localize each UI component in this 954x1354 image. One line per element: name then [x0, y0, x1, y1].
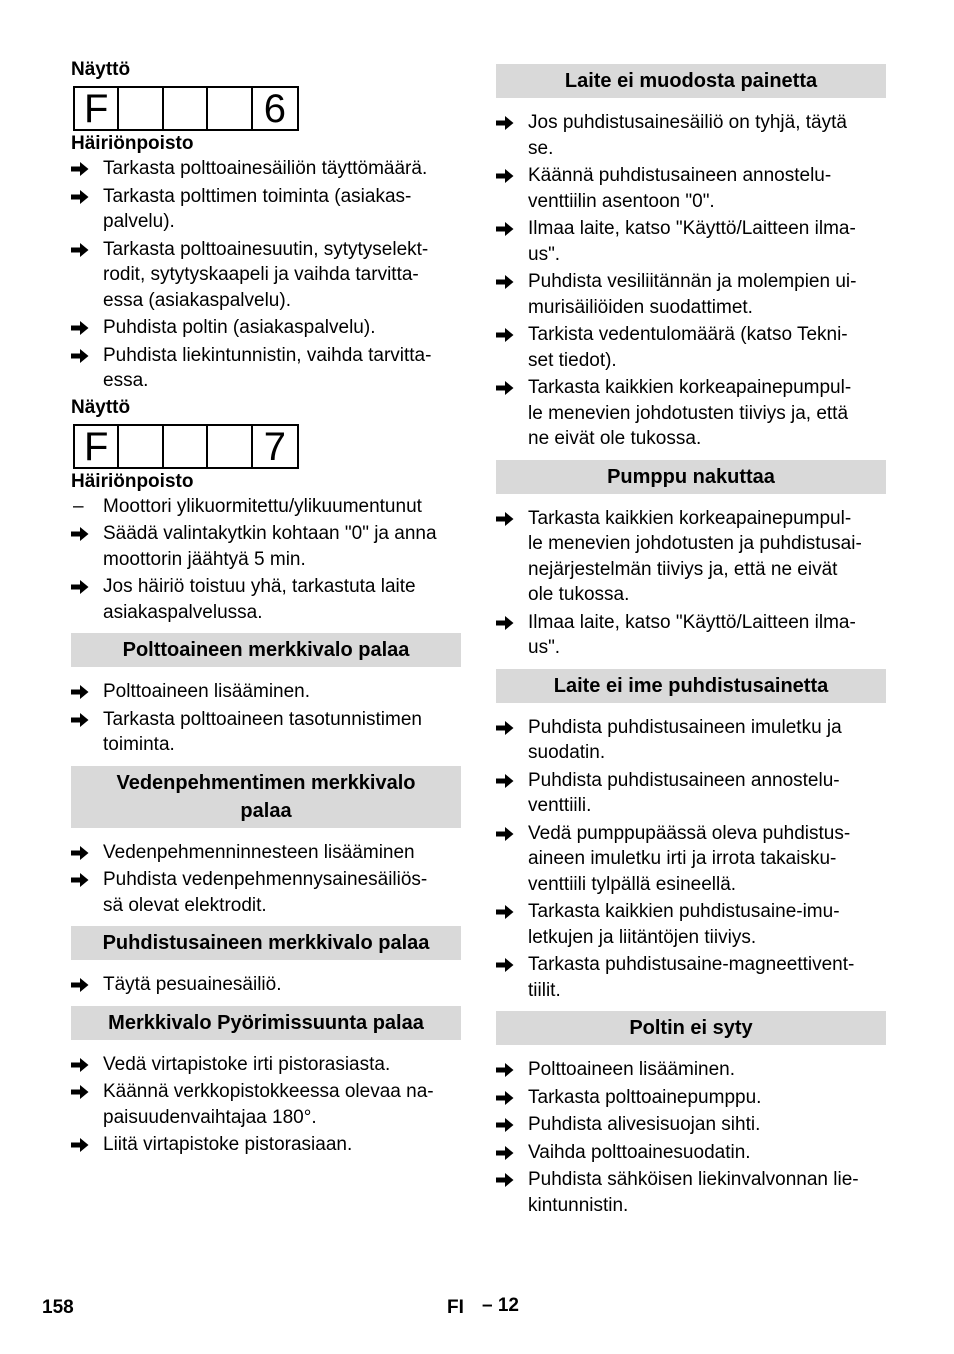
right-arrow-icon: [496, 1167, 522, 1188]
right-arrow-icon: [496, 506, 522, 527]
list-item: [496, 216, 886, 267]
right-arrow-icon: [496, 821, 522, 842]
list-item-text: Tarkista vedentulomäärä (katso Tekni- set tiedot).: [528, 324, 848, 371]
list-item: [71, 184, 461, 235]
right-arrow-icon: [71, 343, 97, 364]
section-list: [71, 679, 461, 758]
section-heading: Pumppu nakuttaa: [496, 460, 886, 494]
dash-icon: –: [73, 495, 84, 517]
right-arrow-icon: [71, 707, 97, 728]
list-item-text: Puhdista sähköisen liekinvalvonnan lie- kintunnistin.: [528, 1169, 859, 1216]
list-item: [496, 899, 886, 950]
list-item: [496, 610, 886, 661]
display-cell: [208, 88, 252, 129]
section-list: [496, 715, 886, 1004]
list-item-text: Tarkasta polttoainesuutin, sytytyselekt- rodit, sytytyskaapeli ja vaihda tarvitta- essa (asiakaspalvelu).: [103, 238, 429, 311]
right-sections: [496, 64, 886, 1218]
list-item-text: Jos puhdistusainesäiliö on tyhjä, täytä se.: [528, 112, 847, 159]
section-heading: Poltin ei syty: [496, 1011, 886, 1045]
list-item: [496, 110, 886, 161]
list-item: [71, 707, 461, 758]
list-item: [496, 506, 886, 608]
section-heading: Merkkivalo Pyörimissuunta palaa: [71, 1006, 461, 1040]
display-cell: F: [75, 426, 119, 467]
right-arrow-icon: [496, 375, 522, 396]
display-cell: [119, 88, 163, 129]
troubleshoot-list: [71, 494, 461, 626]
list-item: [71, 315, 461, 341]
right-arrow-icon: [496, 1140, 522, 1161]
right-arrow-icon: [496, 163, 522, 184]
list-item: [496, 1057, 886, 1083]
list-item: [71, 574, 461, 625]
section-heading: Polttoaineen merkkivalo palaa: [71, 633, 461, 667]
list-item-text: Tarkasta puhdistusaine-magneettivent- tiilit.: [528, 954, 855, 1001]
list-item-text: Puhdista puhdistusaineen imuletku ja suodatin.: [528, 716, 842, 763]
right-arrow-icon: [496, 269, 522, 290]
section-list: [71, 972, 461, 998]
display-cell: [119, 426, 163, 467]
list-item-text: Vedenpehmenninnesteen lisääminen: [103, 841, 415, 863]
section-list: [496, 1057, 886, 1218]
right-arrow-icon: [71, 237, 97, 258]
display-label: Näyttö: [71, 59, 131, 80]
right-arrow-icon: [496, 110, 522, 131]
right-arrow-icon: [496, 715, 522, 736]
list-item-text: Tarkasta polttoainepumppu.: [528, 1086, 762, 1108]
list-item-text: Tarkasta kaikkien korkeapainepumpul- le menevien johdotusten ja puhdistusai- nejärjestelmän tiiviys ja, että ne eivät ole tukossa.: [528, 507, 862, 605]
right-arrow-icon: [496, 322, 522, 343]
list-item: [71, 679, 461, 705]
display-cell: [208, 426, 252, 467]
right-arrow-icon: [71, 156, 97, 177]
display-cell: 7: [263, 424, 286, 469]
list-item: [71, 521, 461, 572]
troubleshoot-label: Häiriönpoisto: [71, 470, 194, 492]
section-heading: Laite ei muodosta painetta: [496, 64, 886, 98]
section-heading: Laite ei ime puhdistusainetta: [496, 669, 886, 703]
right-arrow-icon: [71, 521, 97, 542]
list-item: [496, 269, 886, 320]
list-item: [71, 1132, 461, 1158]
section-heading: Vedenpehmentimen merkkivalo palaa: [71, 766, 461, 828]
list-item: [496, 952, 886, 1003]
right-arrow-icon: [71, 1079, 97, 1100]
list-item-text: Puhdista vesiliitännän ja molempien ui- murisäiliöiden suodattimet.: [528, 271, 857, 318]
list-item: [496, 821, 886, 898]
list-item-text: Puhdista poltin (asiakaspalvelu).: [103, 317, 376, 338]
list-item: [496, 715, 886, 766]
list-item: [496, 163, 886, 214]
right-arrow-icon: [71, 867, 97, 888]
right-arrow-icon: [71, 574, 97, 595]
list-item-text: Tarkasta polttoaineen tasotunnistimen toiminta.: [103, 708, 422, 755]
list-item-text: Puhdista liekintunnistin, vaihda tarvitta- essa.: [103, 344, 432, 391]
right-arrow-icon: [71, 840, 97, 861]
list-item-text: Puhdista puhdistusaineen annostelu- venttiili.: [528, 769, 840, 816]
language-code: FI: [447, 1297, 464, 1318]
list-item: [71, 237, 461, 314]
right-arrow-icon: [496, 1057, 522, 1078]
list-item-text: Tarkasta polttoainesäiliön täyttömäärä.: [103, 158, 428, 179]
section-list: [71, 1052, 461, 1158]
list-item-text: Vaihda polttoainesuodatin.: [528, 1141, 751, 1163]
display-label: Näyttö: [71, 396, 131, 418]
error-display-f6: [73, 86, 299, 131]
list-item: [71, 972, 461, 998]
list-item-text: Käännä verkkopistokkeessa olevaa na- paisuudenvaihtajaa 180°.: [103, 1081, 434, 1128]
list-item: [71, 1052, 461, 1078]
list-item-text: Tarkasta kaikkien puhdistusaine-imu- letkujen ja liitäntöjen tiiviys.: [528, 901, 840, 948]
list-item-text: Vedä pumppupäässä oleva puhdistus- aineen imuletku irti ja irrota takaisku- venttiili tylpällä esineellä.: [528, 822, 851, 895]
list-item: [496, 1140, 886, 1166]
list-item-text: Vedä virtapistoke irti pistorasiasta.: [103, 1053, 391, 1075]
right-arrow-icon: [71, 679, 97, 700]
right-arrow-icon: [496, 1085, 522, 1106]
section-list: [71, 840, 461, 919]
right-column: [496, 64, 886, 1220]
error-display-f7: [73, 424, 299, 469]
list-item-text: Ilmaa laite, katso "Käyttö/Laitteen ilma- us".: [528, 611, 856, 658]
right-arrow-icon: [496, 1112, 522, 1133]
right-arrow-icon: [71, 315, 97, 336]
list-item: [496, 1112, 886, 1138]
list-item: [71, 1079, 461, 1130]
list-item-text: Moottori ylikuormitettu/ylikuumentunut: [103, 495, 422, 517]
list-item: [71, 840, 461, 866]
section-page-number: – 12: [482, 1295, 519, 1316]
list-item-text: Polttoaineen lisääminen.: [103, 681, 311, 702]
list-item-text: Säädä valintakytkin kohtaan "0" ja anna moottorin jäähtyä 5 min.: [103, 523, 437, 570]
list-item: [496, 322, 886, 373]
list-item: [496, 1167, 886, 1218]
display-cell: [164, 426, 208, 467]
section-heading: Puhdistusaineen merkkivalo palaa: [71, 926, 461, 960]
list-item-text: Tarkasta kaikkien korkeapainepumpul- le menevien johdotusten tiiviys ja, että ne eivät ole tukossa.: [528, 377, 852, 449]
troubleshoot-label: Häiriönpoisto: [71, 133, 194, 154]
list-item-text: Täytä pesuainesäiliö.: [103, 974, 282, 995]
right-arrow-icon: [496, 768, 522, 789]
display-cell: F: [75, 88, 119, 129]
list-item: [71, 343, 461, 394]
list-item-text: Liitä virtapistoke pistorasiaan.: [103, 1134, 353, 1155]
page-number: 158: [42, 1297, 74, 1318]
section-list: [496, 110, 886, 452]
right-arrow-icon: [496, 216, 522, 237]
list-item: [496, 768, 886, 819]
list-item: [496, 375, 886, 452]
display-cell: 6: [263, 87, 286, 131]
list-item-text: Ilmaa laite, katso "Käyttö/Laitteen ilma- us".: [528, 218, 856, 265]
list-item-text: Polttoaineen lisääminen.: [528, 1059, 736, 1080]
list-item-text: Käännä puhdistusaineen annostelu- venttiilin asentoon "0".: [528, 165, 832, 212]
right-arrow-icon: [496, 610, 522, 631]
right-arrow-icon: [71, 972, 97, 993]
list-item-text: Tarkasta polttimen toiminta (asiakas- palvelu).: [103, 185, 412, 232]
list-item: [71, 494, 461, 520]
troubleshoot-list: [71, 156, 461, 394]
right-arrow-icon: [71, 184, 97, 205]
list-item-text: Jos häiriö toistuu yhä, tarkastuta laite asiakaspalvelussa.: [103, 576, 416, 623]
list-item: [71, 156, 461, 182]
list-item-text: Puhdista alivesisuojan sihti.: [528, 1114, 761, 1135]
list-item: [71, 867, 461, 918]
right-arrow-icon: [496, 899, 522, 920]
list-item: [496, 1085, 886, 1111]
display-cell: [164, 88, 208, 129]
left-sections: [71, 633, 461, 1158]
right-arrow-icon: [71, 1052, 97, 1073]
list-item-text: Puhdista vedenpehmennysainesäiliös- sä olevat elektrodit.: [103, 869, 428, 916]
right-arrow-icon: [496, 952, 522, 973]
left-column: [71, 58, 461, 1160]
section-list: [496, 506, 886, 661]
right-arrow-icon: [71, 1132, 97, 1153]
